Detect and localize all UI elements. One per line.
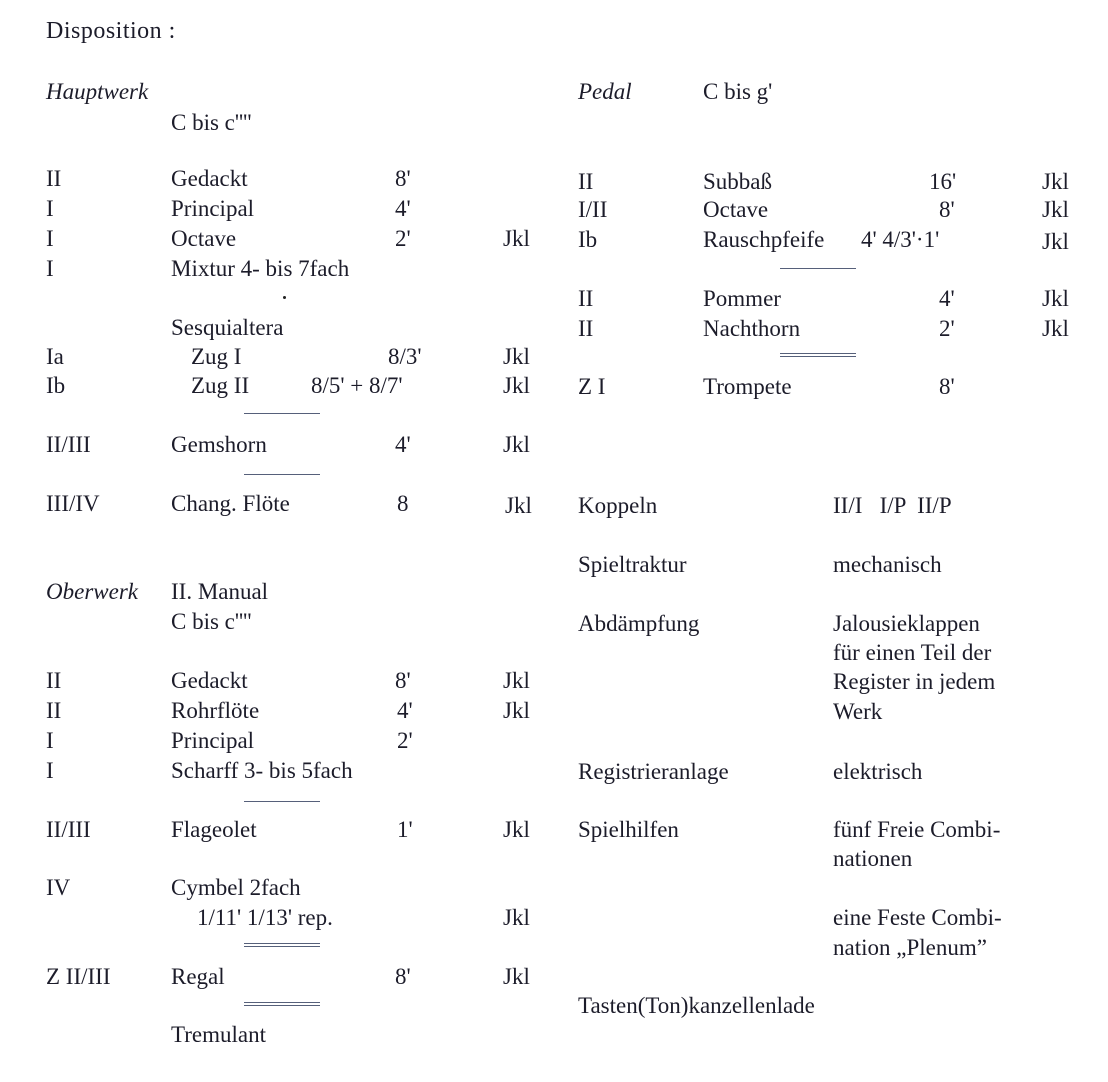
- registrieranlage-label: Registrieranlage: [578, 759, 729, 784]
- spielhilfen-line: eine Feste Combi-: [833, 905, 1002, 930]
- stop-size: 8/5' + 8/7': [311, 373, 403, 398]
- stop-division: I: [46, 196, 54, 221]
- stop-size: 8/3': [388, 344, 422, 369]
- stop-name: Scharff 3- bis 5fach: [171, 758, 353, 783]
- stop-division: II/III: [46, 817, 91, 842]
- stop-name: Principal: [171, 728, 255, 753]
- registrieranlage-value: elektrisch: [833, 759, 923, 784]
- swell-mark: Jkl: [503, 668, 530, 693]
- stop-division: Ia: [46, 344, 64, 369]
- double-divider: [244, 943, 320, 947]
- spielhilfen-line: fünf Freie Combi-: [833, 817, 1001, 842]
- stop-division: II/III: [46, 432, 91, 457]
- windchest-type: Tasten(Ton)kanzellenlade: [578, 993, 815, 1018]
- stop-division: I: [46, 256, 54, 281]
- stop-name: Principal: [171, 196, 255, 221]
- stop-division: Z II/III: [46, 964, 111, 989]
- abdampfung-line: Register in jedem: [833, 669, 996, 694]
- stop-name: Mixtur 4- bis 7fach: [171, 256, 350, 281]
- swell-mark: Jkl: [1042, 286, 1069, 311]
- stop-size: 8': [395, 166, 411, 191]
- oberwerk-title: Oberwerk: [46, 579, 138, 604]
- stop-division: I: [46, 758, 54, 783]
- swell-mark: Jkl: [503, 817, 530, 842]
- oberwerk-range: C bis c'''': [171, 609, 252, 634]
- stop-size: 8': [395, 964, 411, 989]
- stop-name: Zug II: [191, 373, 250, 398]
- swell-mark: Jkl: [505, 493, 532, 518]
- stop-division: II: [46, 166, 62, 191]
- swell-mark: Jkl: [503, 698, 530, 723]
- swell-mark: Jkl: [503, 226, 530, 251]
- stop-division: II: [578, 286, 594, 311]
- stop-name: Octave: [171, 226, 237, 251]
- stop-name: Rohrflöte: [171, 698, 260, 723]
- swell-mark: Jkl: [1042, 197, 1069, 222]
- stop-name: Rauschpfeife: [703, 227, 825, 252]
- stop-name: Nachthorn: [703, 316, 801, 341]
- stop-name: Pommer: [703, 286, 781, 311]
- stop-division: I: [46, 226, 54, 251]
- stop-division: Z I: [578, 374, 606, 399]
- stop-size: 2': [395, 226, 411, 251]
- stop-division: II: [578, 169, 594, 194]
- divider: [244, 801, 320, 802]
- hauptwerk-range: C bis c'''': [171, 110, 252, 135]
- stop-division: Ib: [578, 227, 598, 252]
- stop-division: III/IV: [46, 491, 100, 516]
- double-divider: [780, 353, 856, 357]
- stop-size: 2': [939, 316, 955, 341]
- stop-name: Cymbel 2fach: [171, 875, 301, 900]
- swell-mark: Jkl: [1042, 316, 1069, 341]
- stop-division: II: [46, 698, 62, 723]
- spielhilfen-line: nationen: [833, 846, 913, 871]
- pedal-range: C bis g': [703, 79, 773, 104]
- spielhilfen-label: Spielhilfen: [578, 817, 679, 842]
- dot-mark: [283, 296, 286, 299]
- abdampfung-line: Jalousieklappen: [833, 611, 980, 636]
- stop-division: IV: [46, 875, 71, 900]
- stop-name: Subbaß: [703, 169, 772, 194]
- abdampfung-label: Abdämpfung: [578, 611, 700, 636]
- stop-size: 1': [397, 817, 413, 842]
- stop-size: 4': [397, 698, 413, 723]
- stop-size: 4': [939, 286, 955, 311]
- stop-name: Sesquialtera: [171, 315, 284, 340]
- hauptwerk-title: Hauptwerk: [46, 79, 149, 104]
- tremulant-label: Tremulant: [171, 1022, 266, 1047]
- swell-mark: Jkl: [1042, 169, 1069, 194]
- koppeln-label: Koppeln: [578, 493, 658, 518]
- abdampfung-line: für einen Teil der: [833, 640, 992, 665]
- stop-division: Ib: [46, 373, 66, 398]
- stop-name: Octave: [703, 197, 769, 222]
- stop-size: 8': [939, 197, 955, 222]
- stop-size: 8': [395, 668, 411, 693]
- swell-mark: Jkl: [503, 344, 530, 369]
- swell-mark: Jkl: [503, 905, 530, 930]
- stop-size: 4': [395, 432, 411, 457]
- stop-division: II: [46, 668, 62, 693]
- abdampfung-line: Werk: [833, 699, 883, 724]
- stop-name: Zug I: [191, 344, 242, 369]
- swell-mark: Jkl: [1042, 229, 1069, 254]
- koppeln-value: II/I I/P II/P: [833, 493, 952, 518]
- stop-name: Flageolet: [171, 817, 257, 842]
- double-divider: [244, 1002, 320, 1006]
- oberwerk-manual: II. Manual: [171, 579, 269, 604]
- spieltraktur-value: mechanisch: [833, 552, 942, 577]
- swell-mark: Jkl: [503, 432, 530, 457]
- divider: [244, 413, 320, 414]
- stop-name: Trompete: [703, 374, 792, 399]
- swell-mark: Jkl: [503, 964, 530, 989]
- pedal-title: Pedal: [578, 79, 632, 104]
- spieltraktur-label: Spieltraktur: [578, 552, 687, 577]
- swell-mark: Jkl: [503, 373, 530, 398]
- stop-size: 16': [929, 169, 957, 194]
- stop-size: 8: [397, 491, 409, 516]
- stop-name: Chang. Flöte: [171, 491, 290, 516]
- stop-division: II: [578, 316, 594, 341]
- stop-size: 8': [939, 374, 955, 399]
- stop-division: I/II: [578, 197, 608, 222]
- divider: [780, 268, 856, 269]
- stop-division: I: [46, 728, 54, 753]
- stop-name: Regal: [171, 964, 225, 989]
- stop-name: Gedackt: [171, 166, 248, 191]
- stop-size: 1/11' 1/13' rep.: [197, 905, 333, 930]
- spielhilfen-line: nation „Plenum”: [833, 935, 987, 960]
- stop-size: 4': [395, 196, 411, 221]
- divider: [244, 474, 320, 475]
- page-title: Disposition :: [46, 18, 176, 44]
- stop-name: Gemshorn: [171, 432, 267, 457]
- stop-name: Gedackt: [171, 668, 248, 693]
- stop-size: 2': [397, 728, 413, 753]
- stop-size: 4' 4/3'·1': [861, 227, 940, 252]
